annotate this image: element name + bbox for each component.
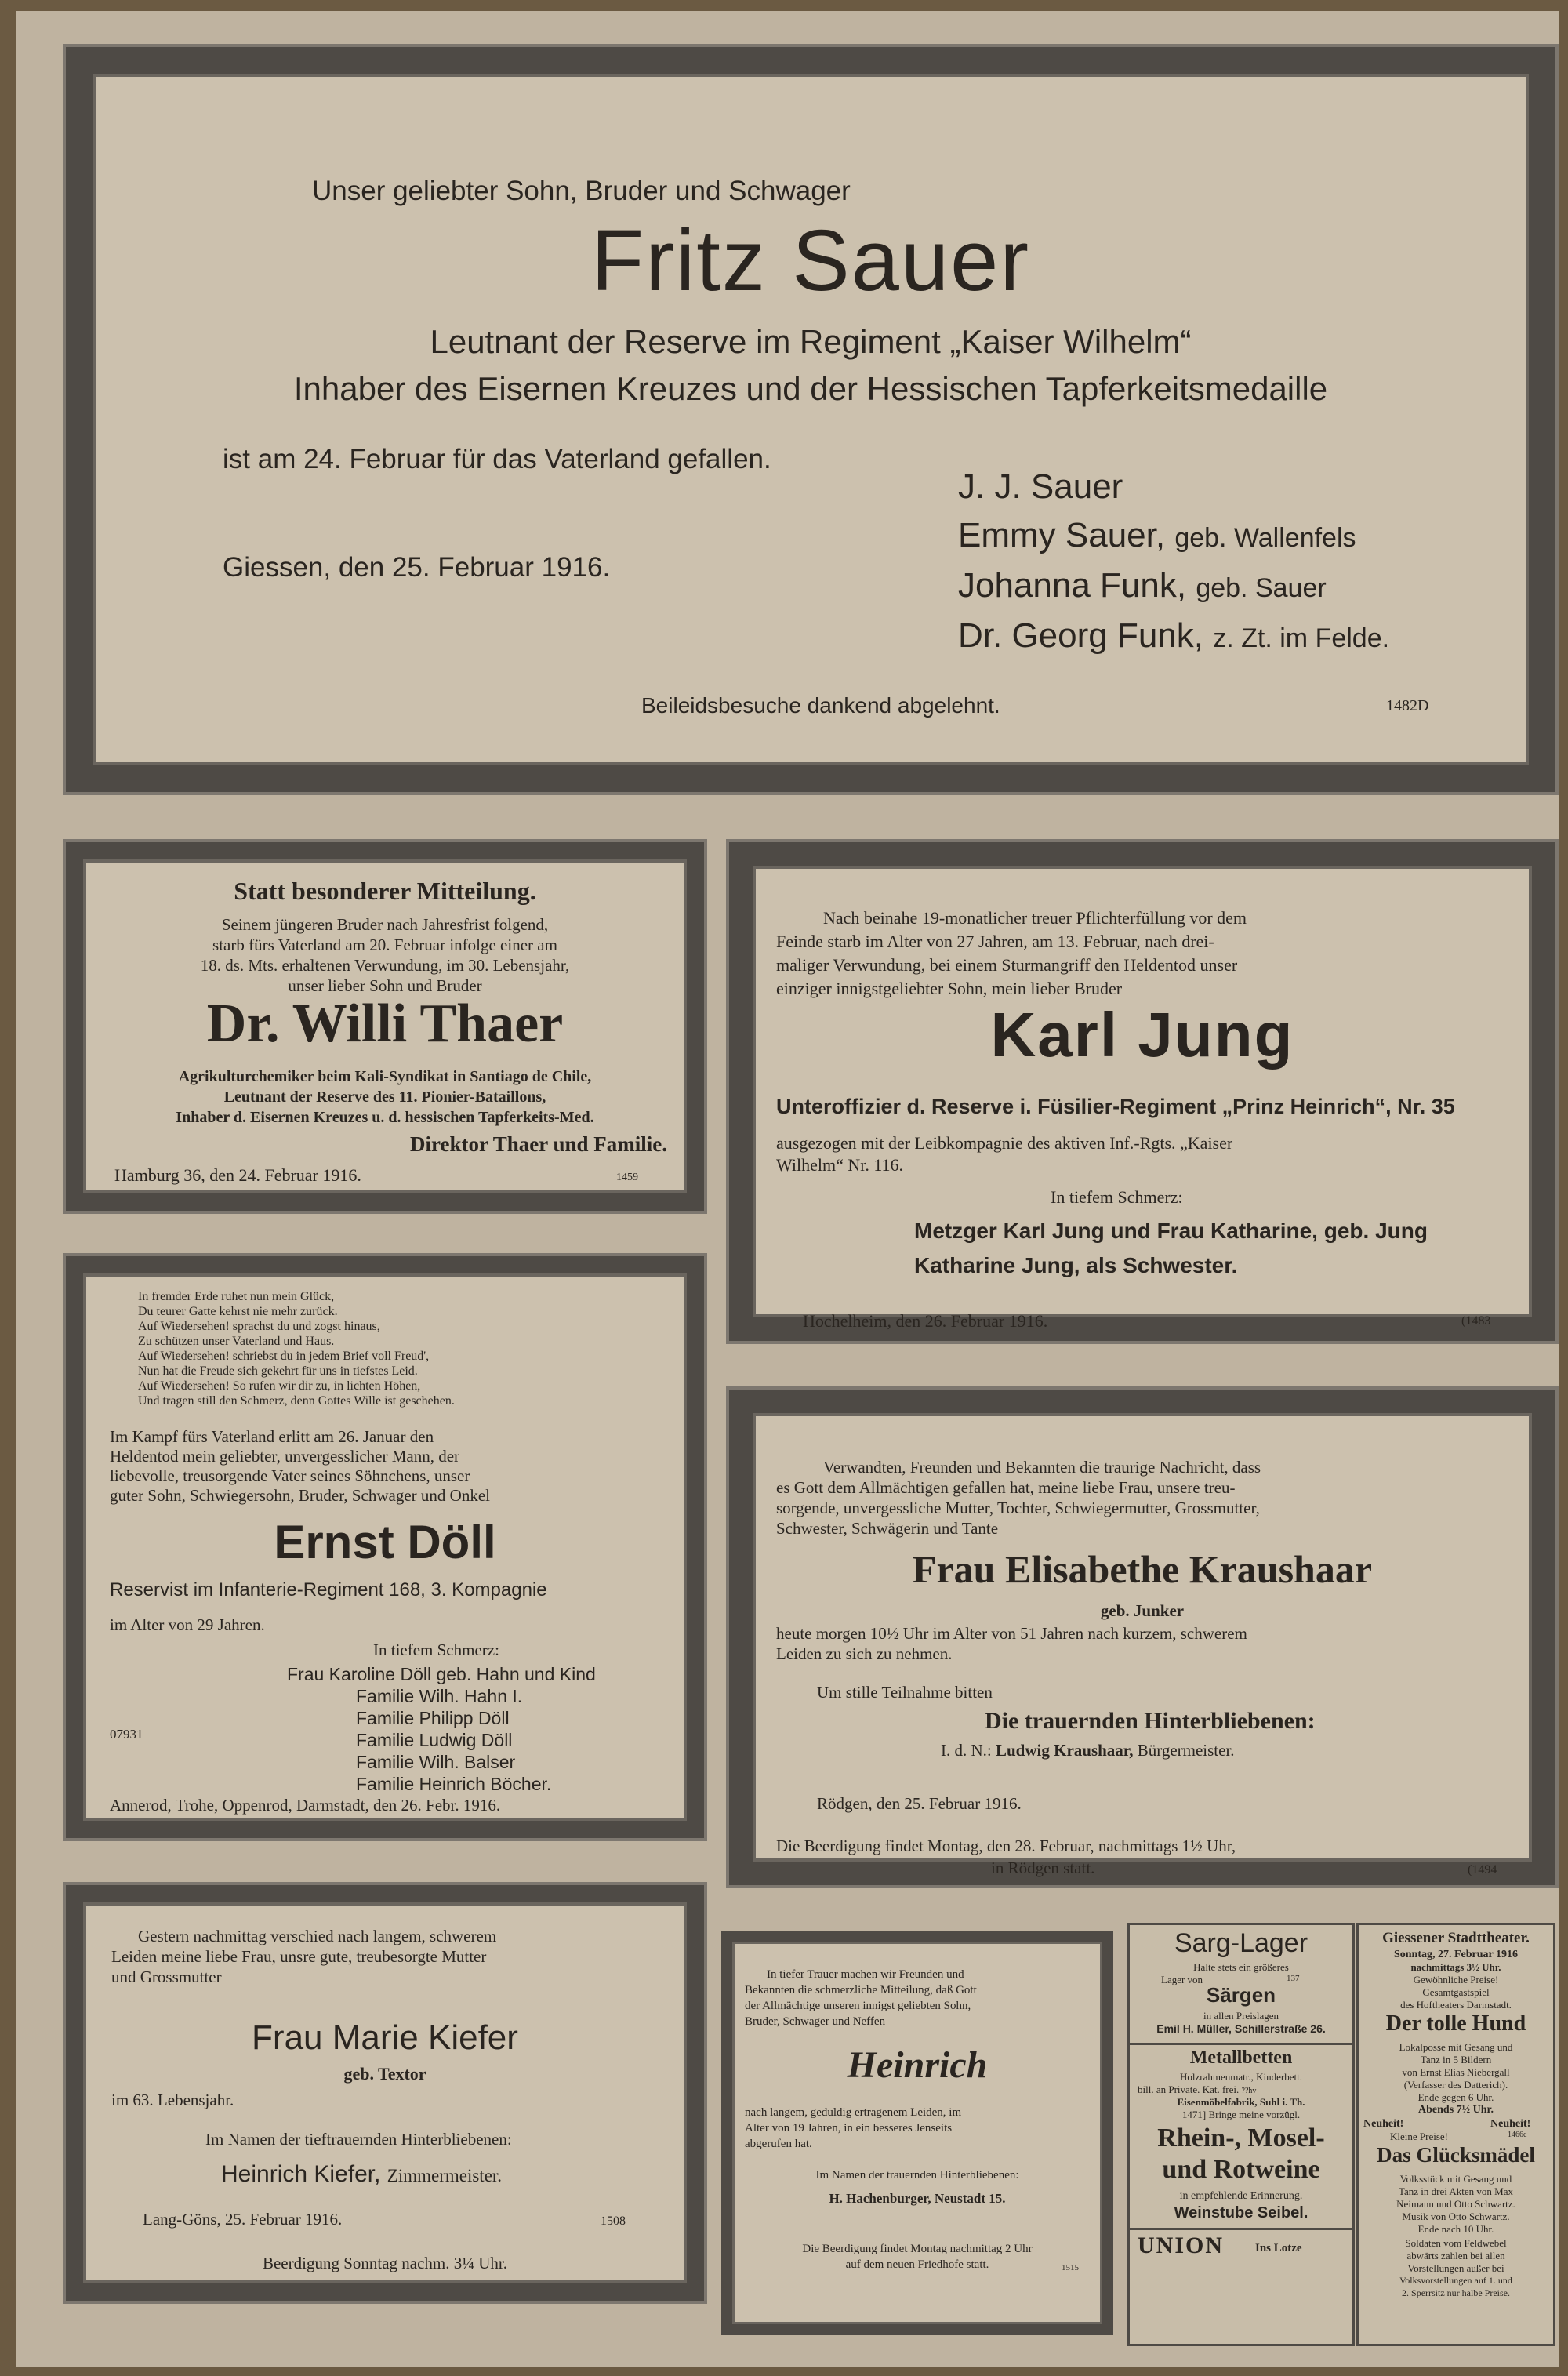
small-ads-column [1127, 1923, 1355, 2346]
footer-text: Beileidsbesuche dankend abgelehnt. [641, 693, 1000, 718]
wein-line1: in empfehlende Erinnerung. [1179, 2190, 1303, 2202]
poem-line: Und tragen still den Schmerz, denn Gottes Wille ist geschehen. [138, 1394, 455, 1408]
text-line: Alter von 19 Jahren, in ein besseres Jenseits [745, 2122, 953, 2134]
wein-title-2: und Rotweine [1162, 2155, 1320, 2184]
grief-text: In tiefem Schmerz: [1051, 1187, 1183, 1207]
text-line: starb fürs Vaterland am 20. Februar infolge einer am [212, 936, 557, 954]
honors-text: Inhaber des Eisernen Kreuzes und der Hessischen Tapferkeitsmedaille [293, 370, 1328, 407]
rank-text: Unteroffizier d. Reserve i. Füsilier-Regiment „Prinz Heinrich“, Nr. 35 [776, 1095, 1455, 1118]
theater-line: Volksvorstellungen auf 1. und [1399, 2275, 1512, 2286]
intro-block [776, 1457, 1505, 1539]
text-line: der Allmächtige unseren innigst geliebten Sohn, [745, 2000, 971, 2012]
poem-line: Auf Wiedersehen! So rufen wir dir zu, in lichten Höhen, [138, 1379, 421, 1393]
ad-willi-thaer [66, 842, 704, 1211]
ad-code: 1508 [601, 2214, 626, 2228]
family-line: Familie Wilh. Balser [356, 1752, 516, 1772]
burial-text-1: Die Beerdigung findet Montag, den 28. Februar, nachmittags 1½ Uhr, [776, 1836, 1236, 1855]
family-line: Familie Wilh. Hahn I. [356, 1686, 523, 1706]
grief-text: In tiefem Schmerz: [373, 1640, 499, 1659]
play-1-title: Der tolle Hund [1385, 2011, 1526, 2036]
union-name: UNION [1138, 2232, 1225, 2258]
ad-karl-jung [729, 842, 1555, 1341]
theater-line: Abends 7½ Uhr. [1418, 2104, 1494, 2116]
text-line: Seinem jüngeren Bruder nach Jahresfrist folgend, [221, 915, 549, 934]
signature-3 [958, 566, 1327, 605]
text-line: Schwester, Schwägerin und Tante [776, 1519, 999, 1538]
rank-text: Reservist im Infanterie-Regiment 168, 3. Kompagnie [110, 1579, 547, 1600]
idn-prefix: I. d. N.: [941, 1741, 992, 1760]
nee-text: geb. Textor [343, 2064, 426, 2084]
metall-line2-text: bill. an Private. Kat. frei. [1138, 2084, 1240, 2095]
behalf-text: Im Namen der trauernden Hinterbliebenen: [815, 2169, 1019, 2182]
theater-line: 2. Sperrsitz nur halbe Preise. [1402, 2287, 1510, 2298]
place-date: Hamburg 36, den 24. Februar 1916. [114, 1165, 361, 1185]
burial-block [732, 2241, 1102, 2272]
poem-line: Auf Wiedersehen! sprachst du und zogst hinaus, [138, 1320, 380, 1333]
poem-line: In fremder Erde ruhet nun mein Glück, [138, 1290, 335, 1303]
family-line: Familie Heinrich Böcher. [356, 1774, 552, 1794]
theater-line: abwärts zahlen bei allen [1406, 2250, 1505, 2262]
sig-name: Dr. Georg Funk, [958, 616, 1204, 655]
newspaper-page [16, 11, 1559, 2367]
service-block [776, 1132, 1232, 1176]
deceased-name: Frau Elisabethe Kraushaar [912, 1547, 1373, 1591]
text-block [776, 1623, 1247, 1664]
age-text: im Alter von 29 Jahren. [110, 1615, 265, 1634]
poem-line: Auf Wiedersehen! schriebst du in jedem Brief voll Freud', [138, 1350, 430, 1363]
text-line: heute morgen 10½ Uhr im Alter von 51 Jahren nach kurzem, schwerem [776, 1624, 1247, 1643]
text-line: liebevolle, treusorgende Vater seines Söhnchens, unser [110, 1466, 470, 1485]
sig-name: Johanna Funk, [958, 566, 1187, 605]
behalf-text: Im Namen der tieftrauernden Hinterbliebenen: [205, 2130, 512, 2149]
place-date: Rödgen, den 25. Februar 1916. [817, 1794, 1022, 1813]
ad-code: 1482D [1386, 697, 1429, 714]
poem-line: Du teurer Gatte kehrst nie mehr zurück. [138, 1305, 338, 1318]
theater-line: von Ernst Elias Niebergall [1402, 2066, 1510, 2078]
theater-line: Ende gegen 6 Uhr. [1417, 2091, 1494, 2103]
sig-note: geb. Sauer [1196, 573, 1327, 603]
play-2-title: Das Glücksmädel [1377, 2143, 1535, 2167]
text-line: Verwandten, Freunden und Bekannten die traurige Nachricht, dass [823, 1458, 1261, 1477]
text-line: maliger Verwundung, bei einem Sturmangriff den Heldentod unser [776, 955, 1238, 975]
text-line: nach langem, geduldig ertragenem Leiden, im [745, 2106, 962, 2119]
description-block [83, 1066, 687, 1128]
theater-new-1: Neuheit! [1363, 2118, 1404, 2130]
theater-line: Kleine Preise! [1390, 2131, 1449, 2142]
sig-name: Heinrich Kiefer, [221, 2161, 381, 2187]
family-line: Familie Ludwig Döll [356, 1730, 513, 1750]
theater-line: Gewöhnliche Preise! [1413, 1974, 1499, 1985]
wein-sign: Weinstube Seibel. [1174, 2204, 1308, 2222]
sarg-code: 137 [1287, 1974, 1300, 1983]
signature-1: J. J. Sauer [958, 467, 1123, 506]
deceased-name: Ernst Döll [274, 1516, 496, 1568]
deceased-name: Heinrich [847, 2044, 988, 2086]
ad-code: (1494 [1468, 1863, 1497, 1876]
nee-text: geb. Junker [1100, 1601, 1185, 1620]
sig-note: z. Zt. im Felde. [1213, 623, 1390, 653]
ad-elisabethe-kraushaar [729, 1390, 1555, 1885]
text-line: Die Beerdigung findet Montag nachmittag 2 Uhr [802, 2243, 1033, 2255]
text-line: Heldentod mein geliebter, unvergesslicher Mann, der [110, 1447, 460, 1466]
theater-line: Ende nach 10 Uhr. [1417, 2223, 1494, 2235]
death-text: ist am 24. Februar für das Vaterland gefallen. [223, 444, 771, 474]
ask-text: Um stille Teilnahme bitten [817, 1683, 993, 1702]
signature: H. Hachenburger, Neustadt 15. [829, 2191, 1006, 2206]
theater-line: Soldaten vom Feldwebel [1405, 2237, 1507, 2249]
theater-line: (Verfasser des Datterich). [1403, 2079, 1508, 2091]
signature-2 [958, 516, 1356, 555]
rank-text: Leutnant der Reserve im Regiment „Kaiser Wilhelm“ [430, 323, 1192, 360]
text-line: Leiden meine liebe Frau, unsre gute, treubesorgte Mutter [111, 1947, 487, 1966]
text-line: auf dem neuen Friedhofe statt. [845, 2258, 989, 2271]
metall-title: Metallbetten [1189, 2047, 1293, 2068]
deceased-name: Dr. Willi Thaer [206, 994, 564, 1054]
ad-heinrich [721, 1931, 1113, 2335]
text-line: 18. ds. Mts. erhaltenen Verwundung, im 30. Lebensjahr, [200, 956, 570, 975]
theater-new-2: Neuheit! [1490, 2118, 1531, 2130]
intro-block [745, 1967, 1090, 2029]
text-line: Im Kampf fürs Vaterland erlitt am 26. Januar den [110, 1427, 434, 1446]
poem-block [138, 1289, 455, 1408]
ad-code: 1515 [1062, 2263, 1079, 2272]
ad-fritz-sauer [66, 47, 1555, 792]
poem-line: Nun hat die Freude sich gekehrt für uns in tiefstes Leid. [138, 1364, 418, 1378]
theater-line: des Hoftheaters Darmstadt. [1400, 1999, 1512, 2011]
union-sub: Ins Lotze [1255, 2242, 1302, 2254]
theater-line: Neimann und Otto Schwartz. [1396, 2198, 1515, 2210]
ad-ernst-doell [66, 1256, 704, 1838]
intro-text: Unser geliebter Sohn, Bruder und Schwager [312, 176, 851, 206]
burial-text: Beerdigung Sonntag nachm. 3¼ Uhr. [262, 2254, 508, 2272]
divider [1130, 2228, 1352, 2230]
text-line: Bruder, Schwager und Neffen [745, 2015, 886, 2028]
ad-code: 1459 [616, 1172, 638, 1183]
sig-note: geb. Wallenfels [1174, 523, 1356, 553]
burial-text-2: in Rödgen statt. [991, 1858, 1095, 1877]
place-date: Annerod, Trohe, Oppenrod, Darmstadt, den 26. Febr. 1916. [110, 1796, 501, 1815]
signature: Direktor Thaer und Familie. [409, 1132, 667, 1156]
intro-block [83, 914, 687, 996]
deceased-name: Fritz Sauer [591, 213, 1030, 309]
family-block [287, 1663, 596, 1795]
family-line: Frau Karoline Döll geb. Hahn und Kind [287, 1664, 596, 1684]
text-line: Gestern nachmittag verschied nach langem, schwerem [138, 1927, 497, 1945]
text-line: einziger innigstgeliebter Sohn, mein lieber Bruder [776, 979, 1123, 998]
age-text: im 63. Lebensjahr. [111, 2091, 234, 2109]
signature-4 [958, 616, 1389, 656]
deceased-name: Karl Jung [990, 1000, 1294, 1070]
sarg-line3: in allen Preislagen [1203, 2010, 1279, 2022]
metall-note: ??hv [1241, 2087, 1257, 2095]
text-block [745, 2105, 1090, 2152]
theater-day: Sonntag, 27. Februar 1916 [1393, 1949, 1519, 1960]
ad-code: 07931 [110, 1727, 143, 1742]
ad-marie-kiefer [66, 1885, 704, 2301]
theater-title: Giessener Stadttheater. [1382, 1930, 1530, 1946]
theater-line: Tanz in 5 Bildern [1420, 2054, 1492, 2065]
sig-name: Emmy Sauer, [958, 516, 1166, 554]
theater-line: Volksstück mit Gesang und [1399, 2173, 1512, 2185]
text-line: Wilhelm“ Nr. 116. [776, 1155, 904, 1175]
sarg-address: Emil H. Müller, Schillerstraße 26. [1156, 2022, 1326, 2035]
theater-line: Gesamtgastspiel [1422, 1986, 1490, 1998]
sarg-line2: Lager von [1161, 1974, 1203, 1985]
in-name-of [941, 1741, 1235, 1760]
family-line: Familie Philipp Döll [356, 1708, 510, 1728]
metall-line2 [1138, 2084, 1256, 2096]
text-line: Leutnant der Reserve des 11. Pionier-Bataillons, [223, 1088, 546, 1106]
theater-time: nachmittags 3½ Uhr. [1410, 1961, 1501, 1973]
text-line: unser lieber Sohn und Bruder [288, 976, 482, 995]
ad-code: (1483 [1461, 1314, 1491, 1328]
signature-2: Katharine Jung, als Schwester. [914, 1253, 1238, 1277]
family-text: Die trauernden Hinterbliebenen: [985, 1708, 1316, 1734]
place-date: Hochelheim, den 26. Februar 1916. [803, 1311, 1048, 1331]
signature [221, 2161, 502, 2188]
text-line: Inhaber d. Eisernen Kreuzes u. d. hessischen Tapferkeits-Med. [176, 1109, 594, 1126]
ad-stadttheater [1356, 1923, 1555, 2346]
sarg-line1: Halte stets ein größeres [1193, 1961, 1289, 1973]
poem-line: Zu schützen unser Vaterland und Haus. [138, 1335, 335, 1348]
wein-title-1: Rhein-, Mosel- [1157, 2124, 1325, 2153]
theater-line: Tanz in drei Akten von Max [1398, 2185, 1514, 2197]
place-date: Giessen, den 25. Februar 1916. [223, 552, 611, 583]
sig-title: Zimmermeister. [387, 2166, 503, 2185]
theater-line: Lokalposse mit Gesang und [1399, 2041, 1513, 2053]
metall-line1: Holzrahmenmatr., Kinderbett. [1180, 2071, 1302, 2083]
text-line: guter Sohn, Schwiegersohn, Bruder, Schwager und Onkel [110, 1486, 490, 1505]
intro-block [111, 1926, 497, 1987]
text-line: Nach beinahe 19-monatlicher treuer Pflichterfüllung vor dem [823, 908, 1247, 928]
text-line: ausgezogen mit der Leibkompagnie des aktiven Inf.-Rgts. „Kaiser [776, 1133, 1233, 1153]
metall-line3: Eisenmöbelfabrik, Suhl i. Th. [1177, 2096, 1305, 2108]
text-block [110, 1427, 666, 1506]
text-line: Leiden zu sich zu nehmen. [776, 1644, 953, 1663]
text-line: Bekannten die schmerzliche Mitteilung, daß Gott [745, 1984, 977, 1996]
place-date: Lang-Göns, 25. Februar 1916. [143, 2210, 343, 2229]
sarg-title: Sarg-Lager [1174, 1928, 1308, 1958]
theater-line: Musik von Otto Schwartz. [1402, 2211, 1510, 2222]
text-line: sorgende, unvergessliche Mutter, Tochter, Schwiegermutter, Grossmutter, [776, 1499, 1260, 1517]
theater-line: Vorstellungen außer bei [1407, 2262, 1504, 2274]
metall-line4: 1471] Bringe meine vorzügl. [1181, 2109, 1301, 2120]
theater-code: 1466c [1508, 2131, 1527, 2139]
text-line: und Grossmutter [111, 1967, 222, 1986]
text-line: In tiefer Trauer machen wir Freunden und [767, 1968, 964, 1981]
text-line: Feinde starb im Alter von 27 Jahren, am 13. Februar, nach drei- [776, 932, 1214, 951]
signature-1: Metzger Karl Jung und Frau Katharine, geb. Jung [914, 1219, 1428, 1243]
text-line: es Gott dem Allmächtigen gefallen hat, meine liebe Frau, unsere treu- [776, 1478, 1236, 1497]
sarg-item: Särgen [1206, 1983, 1276, 2007]
idn-name: Ludwig Kraushaar, [996, 1741, 1134, 1760]
idn-title: Bürgermeister. [1137, 1741, 1235, 1760]
text-line: abgerufen hat. [745, 2138, 812, 2150]
divider [1130, 2043, 1352, 2045]
header-text: Statt besonderer Mitteilung. [234, 877, 536, 905]
text-line: Agrikulturchemiker beim Kali-Syndikat in Santiago de Chile, [178, 1068, 592, 1085]
intro-block [776, 906, 1505, 1001]
deceased-name: Frau Marie Kiefer [252, 2018, 518, 2057]
